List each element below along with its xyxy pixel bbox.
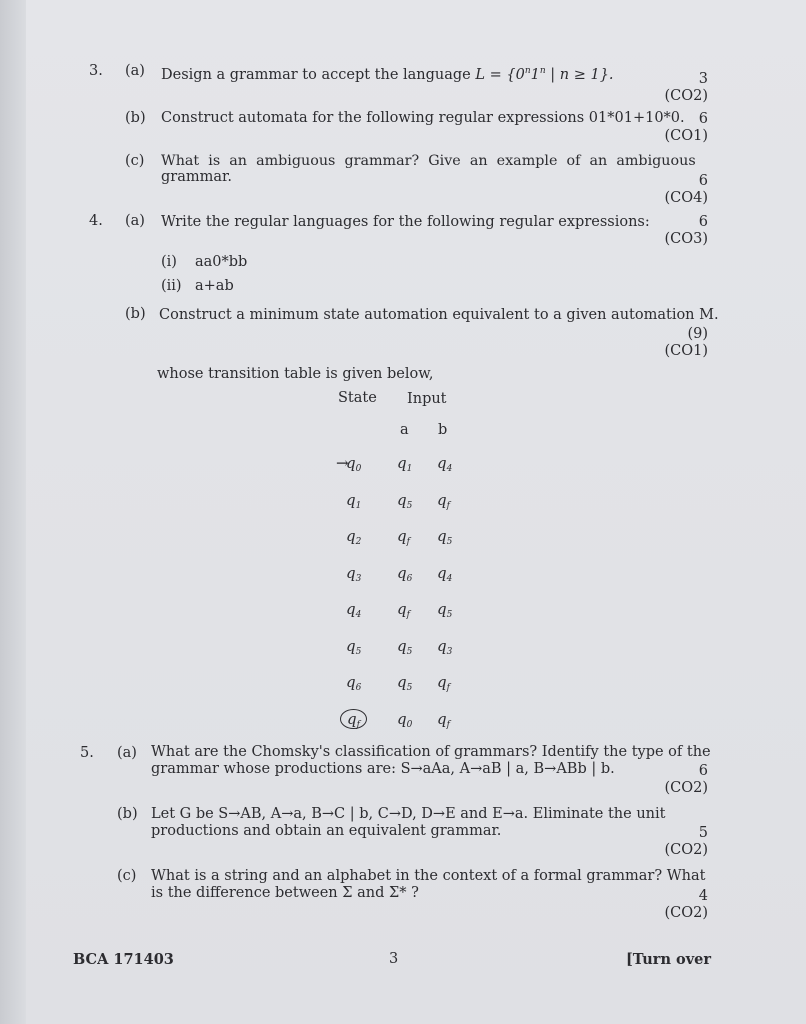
transition-on-a: $q_5$ [397, 673, 413, 693]
question-text: productions and obtain an equivalent grammar. [151, 823, 502, 839]
question-text: What are the Chomsky's classification of grammars? Identify the type of the [151, 744, 711, 760]
sub-label: (a) [125, 63, 145, 79]
course-outcome: (CO2) [664, 780, 708, 796]
transition-on-a: $q_1$ [397, 454, 413, 474]
input-symbol-a: a [400, 422, 409, 438]
transition-on-a: $q_5$ [397, 636, 413, 657]
marks: 6 [698, 111, 708, 127]
question-text: Construct a minimum state automation equivalent to a given automation M. [159, 307, 719, 323]
transition-on-b: $q_4$ [437, 563, 453, 584]
question-text [161, 63, 614, 84]
state-cell: $q_4$ [346, 600, 362, 620]
transition-on-b: $q_f$ [437, 673, 450, 693]
sub-label: (b) [125, 306, 146, 322]
sub-label: (a) [117, 745, 137, 761]
transition-on-a: $q_5$ [397, 490, 413, 511]
transition-on-a: $q_f$ [397, 600, 410, 620]
state-cell: $q_5$ [346, 636, 362, 657]
state-cell: $q_2$ [346, 527, 362, 547]
question-number: 3. [89, 63, 103, 79]
marks: 6 [698, 173, 708, 189]
marks: (9) [687, 326, 708, 342]
question-text: grammar whose productions are: S→aAa, A→aB | a, B→ABb | b. [151, 761, 615, 777]
state-cell: $q_3$ [346, 563, 362, 584]
question-text: Write the regular languages for the following regular expressions: [161, 214, 650, 230]
sub-label: (b) [125, 110, 146, 126]
marks: 5 [698, 825, 708, 841]
course-outcome: (CO1) [664, 128, 708, 144]
marks: 6 [698, 214, 708, 230]
question-text: What is an ambiguous grammar? Give an example of an ambiguous [161, 153, 696, 169]
page-number: 3 [389, 951, 399, 967]
regex: aa0*bb [195, 254, 248, 270]
marks: 6 [698, 763, 708, 779]
turn-over: [Turn over [625, 951, 711, 968]
question-number: 5. [80, 745, 94, 761]
table-header-state: State [338, 390, 377, 406]
final-state-cell: $q_f$ [340, 710, 367, 730]
course-outcome: (CO2) [664, 842, 708, 858]
start-state-arrow-icon: → [336, 454, 349, 472]
course-outcome: (CO2) [664, 88, 708, 104]
state-cell: $q_6$ [346, 673, 362, 693]
table-header-input: Input [407, 391, 447, 407]
sub-label: (a) [125, 213, 145, 229]
question-text: Construct automata for the following regular expressions 01*01+10*0. [161, 110, 685, 126]
course-outcome: (CO3) [664, 231, 708, 247]
page-shadow-edge [0, 0, 26, 1024]
sub-label: (c) [117, 868, 137, 884]
marks: 3 [698, 71, 708, 87]
state-cell: $q_0$ [346, 454, 362, 474]
sub-label: (c) [125, 153, 145, 169]
question-text: Let G be S→AB, A→a, B→C | b, C→D, D→E and E→a. Eliminate the unit [151, 806, 666, 822]
transition-on-b: $q_f$ [437, 709, 450, 730]
math-expression: $L = \{0^n1^n$ | n ≥ 1}. [475, 66, 614, 83]
regex: a+ab [195, 278, 234, 294]
question-text: grammar. [161, 169, 232, 185]
transition-on-b: $q_3$ [437, 636, 453, 657]
input-symbol-b: b [438, 422, 448, 438]
transition-on-a: $q_6$ [397, 563, 413, 584]
paper-code: BCA 171403 [73, 951, 174, 968]
transition-on-a: $q_0$ [397, 709, 413, 730]
item-label: (ii) [161, 278, 182, 294]
question-text-main: Design a grammar to accept the language [161, 67, 471, 83]
question-text: is the difference between Σ and Σ* ? [151, 885, 419, 901]
state-cell: $q_1$ [346, 490, 362, 511]
item-label: (i) [161, 254, 177, 270]
course-outcome: (CO4) [664, 190, 708, 206]
marks: 4 [698, 888, 708, 904]
transition-on-a: $q_f$ [397, 527, 410, 547]
question-number: 4. [89, 213, 103, 229]
transition-on-b: $q_f$ [437, 490, 450, 511]
question-text: What is a string and an alphabet in the context of a formal grammar? What [151, 868, 706, 884]
transition-on-b: $q_5$ [437, 527, 453, 547]
course-outcome: (CO2) [664, 905, 708, 921]
sub-label: (b) [117, 806, 138, 822]
transition-on-b: $q_5$ [437, 600, 453, 620]
transition-on-b: $q_4$ [437, 454, 453, 474]
question-text: whose transition table is given below, [157, 366, 434, 382]
course-outcome: (CO1) [664, 343, 708, 359]
